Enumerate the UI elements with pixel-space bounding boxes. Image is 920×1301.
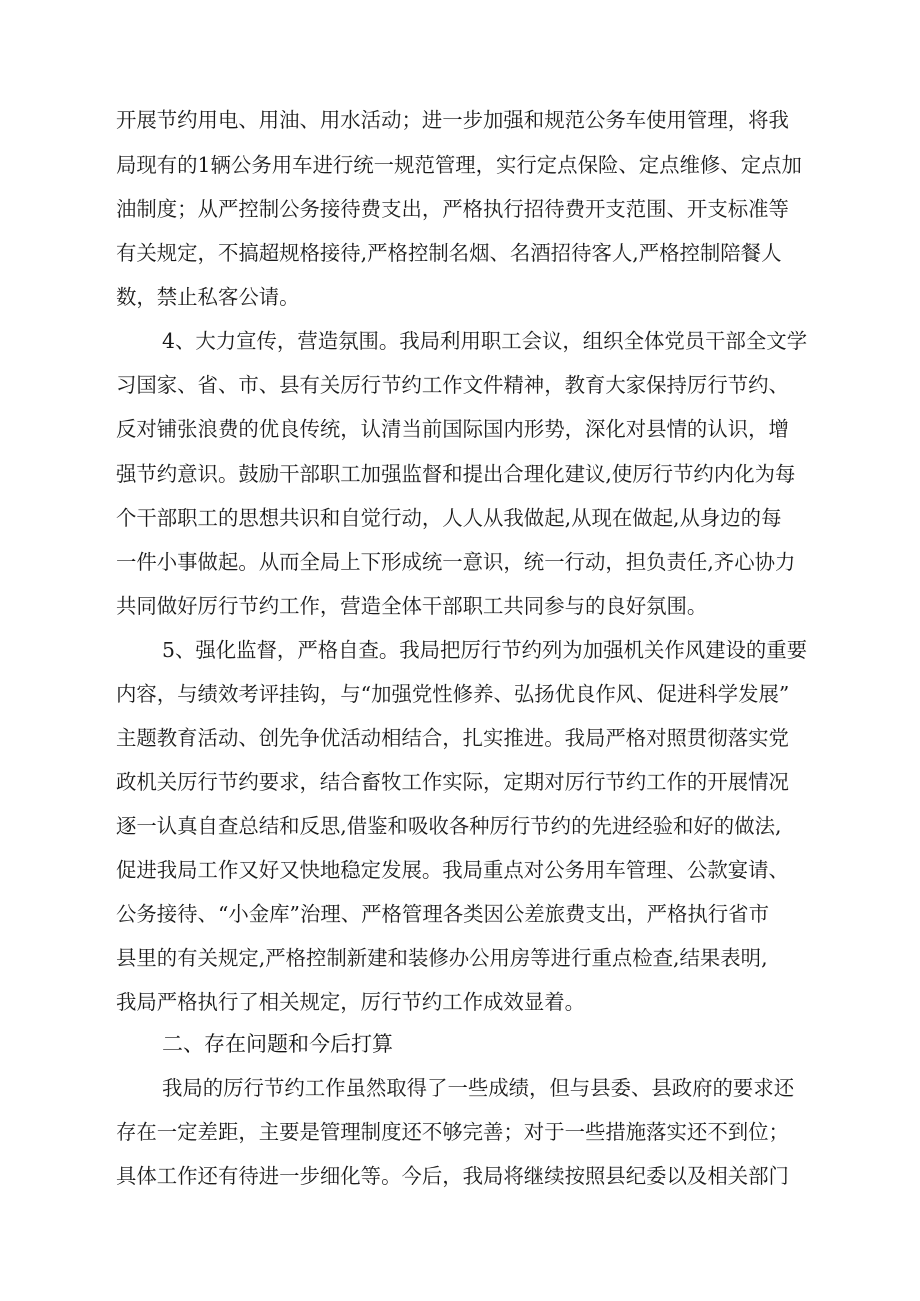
item-4-first-line: 4、大力宣传，营造氛围。我局利用职工会议，组织全体党员干部全文学 <box>162 329 808 353</box>
paragraph-line: 我局严格执行了相关规定，厉行节约工作成效显着。 <box>116 990 585 1014</box>
paragraph-line: 有关规定，不搞超规格接待,严格控制名烟、名酒招待客人,严格控制陪餐人 <box>116 241 782 265</box>
paragraph-line: 公务接待、“小金库”治理、严格管理各类因公差旅费支出，严格执行省市 <box>116 902 769 926</box>
paragraph-line: 油制度；从严控制公务接待费支出，严格执行招待费开支范围、开支标准等 <box>116 197 789 221</box>
paragraph-line: 习国家、省、市、县有关厉行节约工作文件精神，教育大家保持厉行节约、 <box>116 373 789 397</box>
paragraph-line: 局现有的1辆公务用车进行统一规范管理，实行定点保险、定点维修、定点加 <box>116 153 802 177</box>
item-5-first-line: 5、强化监督，严格自查。我局把厉行节约列为加强机关作风建设的重要 <box>162 638 808 662</box>
paragraph-line: 共同做好厉行节约工作，营造全体干部职工共同参与的良好氛围。 <box>116 594 708 618</box>
paragraph-line: 一件小事做起。从而全局上下形成统一意识，统一行动，担负责任,齐心协力 <box>116 550 796 574</box>
paragraph-line: 促进我局工作又好又快地稳定发展。我局重点对公务用车管理、公款宴请、 <box>116 858 789 882</box>
paragraph-line: 政机关厉行节约要求，结合畜牧工作实际，定期对厉行节约工作的开展情况 <box>116 770 789 794</box>
paragraph-line: 存在一定差距，主要是管理制度还不够完善；对于一些措施落实还不到位； <box>116 1120 789 1144</box>
paragraph-line: 开展节约用电、用油、用水活动；进一步加强和规范公务车使用管理，将我 <box>116 108 789 132</box>
paragraph-line: 反对铺张浪费的优良传统，认清当前国际国内形势，深化对县情的认识，增 <box>116 417 789 441</box>
paragraph-first-line: 我局的厉行节约工作虽然取得了一些成绩，但与县委、县政府的要求还 <box>162 1076 795 1100</box>
paragraph-line: 具体工作还有待进一步细化等。今后，我局将继续按照县纪委以及相关部门 <box>116 1164 789 1188</box>
paragraph-line: 主题教育活动、创先争优活动相结合，扎实推进。我局严格对照贯彻落实党 <box>116 726 789 750</box>
paragraph-line: 县里的有关规定,严格控制新建和装修办公用房等进行重点检查,结果表明, <box>116 946 768 970</box>
paragraph-line: 逐一认真自查总结和反思,借鉴和吸收各种厉行节约的先进经验和好的做法, <box>116 814 782 838</box>
paragraph-line: 数，禁止私客公请。 <box>116 285 300 309</box>
paragraph-line: 强节约意识。鼓励干部职工加强监督和提出合理化建议,使厉行节约内化为每 <box>116 462 796 486</box>
paragraph-line: 个干部职工的思想共识和自觉行动，人人从我做起,从现在做起,从身边的每 <box>116 506 782 530</box>
paragraph-line: 内容，与绩效考评挂钩，与“加强党性修养、弘扬优良作风、促进科学发展” <box>116 682 790 706</box>
section-heading: 二、存在问题和今后打算 <box>162 1032 393 1056</box>
